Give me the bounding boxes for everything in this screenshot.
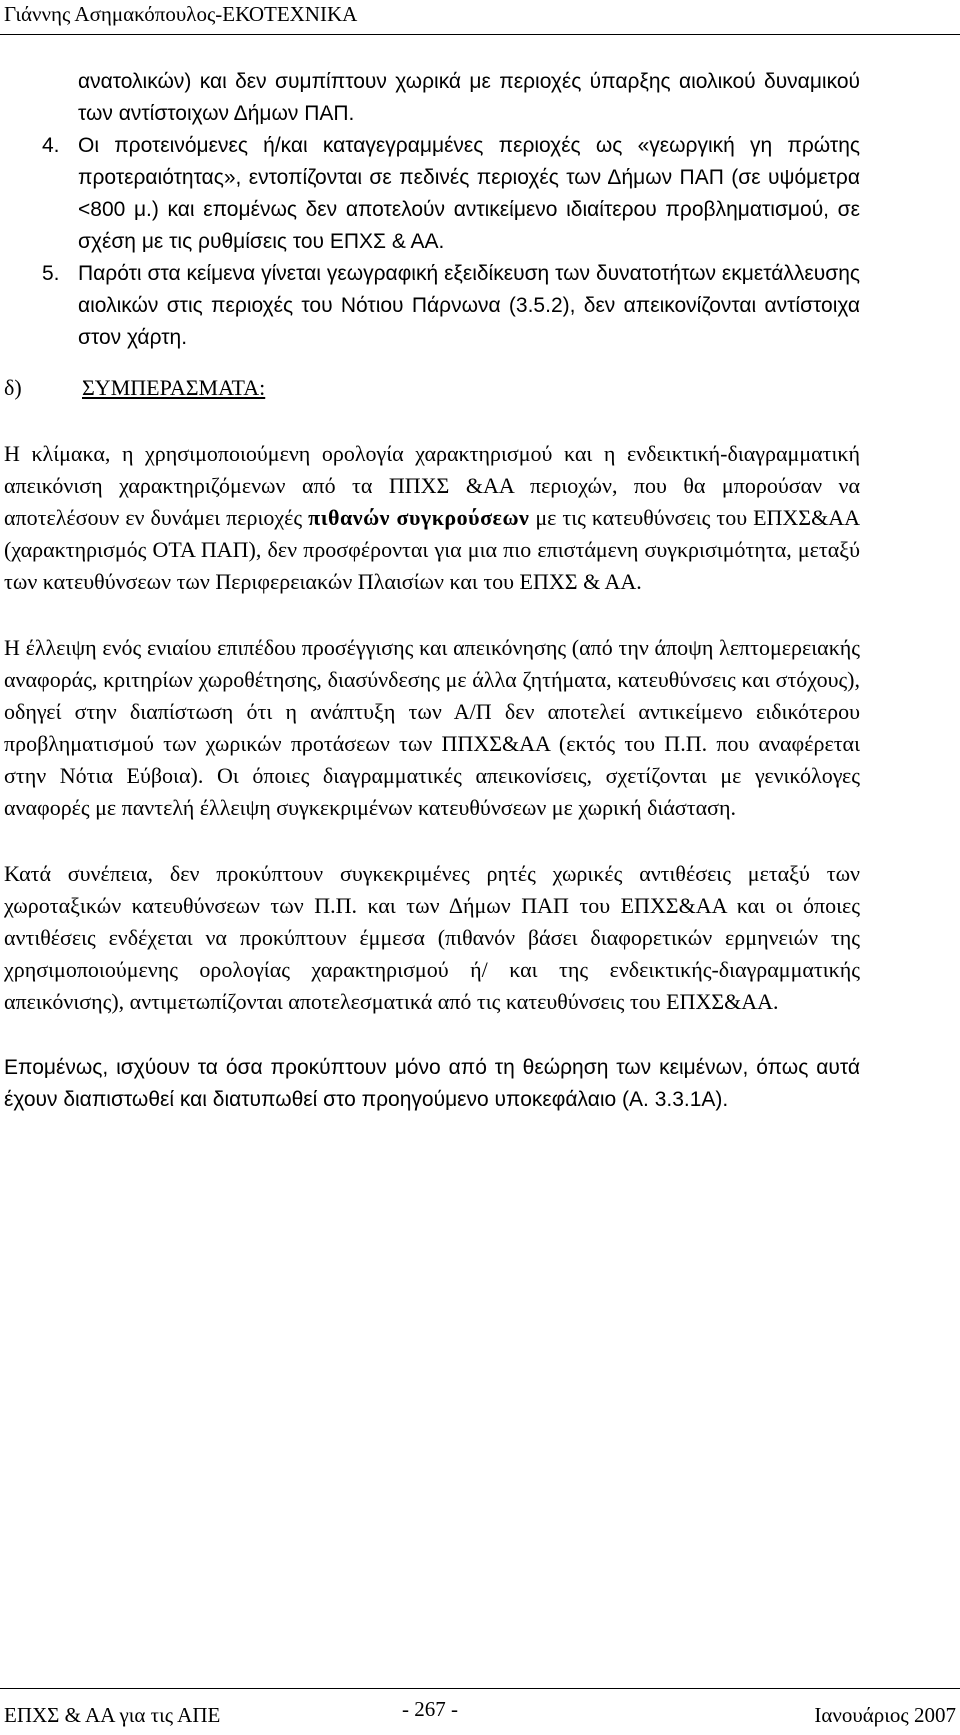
list-item-number: 4. <box>42 134 60 157</box>
section-title: ΣΥΜΠΕΡΑΣΜΑΤΑ: <box>82 375 266 400</box>
list-item-number: 5. <box>42 262 60 285</box>
list-item-text: Οι προτεινόμενες ή/και καταγεγραμμένες περιοχές ως «γεωργική γη πρώτης προτεραιότητας», εντοπίζονται σε πεδινές περιοχές των Δήμων ΠΑΠ (σε υψόμετρα <800 μ.) και επομένως δεν αποτελούν αντικείμενο ιδιαίτερου προβληματισμού, σε σχέση με τις ρυθμίσεις του ΕΠΧΣ & ΑΑ. <box>78 134 860 253</box>
list-item <box>42 258 860 354</box>
page-number: - 267 - <box>402 1697 458 1721</box>
paragraph-scale-terminology <box>4 438 860 598</box>
emphasis-text: πιθανών συγκρούσεων <box>308 505 530 530</box>
paragraph-text: Η κλίμακα, η χρησιμοποιούμενη ορολογία χαρακτηρισμού και η ενδεικτική-διαγραμματική απεικόνιση χαρακτηριζόμενων από τα ΠΠΧΣ &ΑΑ περιοχών, που θα μπορούσαν να αποτελέσουν εν δυνάμει περιοχές <box>4 441 860 530</box>
continuation-paragraph: ανατολικών) και δεν συμπίπτουν χωρικά με περιοχές ύπαρξης αιολικού δυναμικού των αντίστοιχων Δήμων ΠΑΠ. <box>78 70 860 125</box>
paragraph-consequently: Κατά συνέπεια, δεν προκύπτουν συγκεκριμένες ρητές χωρικές αντιθέσεις μεταξύ των χωροταξικών κατευθύνσεων των Π.Π. και των Δήμων ΠΑΠ του ΕΠΧΣ&ΑΑ και οι όποιες αντιθέσεις ενδέχεται να προκύπτουν έμμεσα (πιθανόν βάσει διαφορετικών ερμηνειών της χρησιμοποιούμενης ορολογίας χαρακτηρισμού ή/ και της ενδεικτικής-διαγραμματικής απεικόνισης), αντιμετωπίζονται αποτελεσματικά από τις κατευθύνσεις του ΕΠΧΣ&ΑΑ. <box>4 861 860 1014</box>
paragraph-text: με τις κατευθύνσεις του ΕΠΧΣ&ΑΑ (χαρακτηρισμός ΟΤΑ ΠΑΠ), δεν προσφέρονται για μια πιο επιστάμενη συγκρισιμότητα, μεταξύ των κατευθύνσεων των Περιφερειακών Πλαισίων και του ΕΠΧΣ & ΑΑ. <box>4 505 860 594</box>
paragraph-therefore: Επομένως, ισχύουν τα όσα προκύπτουν μόνο από τη θεώρηση των κειμένων, όπως αυτά έχουν διαπιστωθεί και διατυπωθεί στο προηγούμενο υποκεφάλαιο (Α. 3.3.1Α). <box>4 1056 860 1111</box>
paragraph-lack-of-approach: Η έλλειψη ενός ενιαίου επιπέδου προσέγγισης και απεικόνησης (από την άποψη λεπτομερειακής αναφοράς, κριτηρίων χωροθέτησης, διασύνδεσης με άλλα ζητήματα, κατευθύνσεις και στόχους), οδηγεί στην διαπίστωση ότι η ανάπτυξη των Α/Π δεν αποτελεί αντικείμενο ειδικότερου προβληματισμού των χωρικών προτάσεων των ΠΠΧΣ&ΑΑ (εκτός του Π.Π. που αναφέρεται στην Νότια Εύβοια). Οι όποιες διαγραμματικές απεικονίσεις, σχετίζονται με γενικόλογες αναφορές με παντελή έλλειψη συγκεκριμένων κατευθύνσεων με χωρική διάσταση. <box>4 635 860 820</box>
header-title: Γιάννης Ασημακόπουλος-ΕΚΟΤΕΧΝΙΚΑ <box>4 2 358 26</box>
section-heading <box>4 372 960 404</box>
page-content <box>0 66 960 1116</box>
section-letter: δ) <box>4 375 22 400</box>
page-header <box>0 0 960 35</box>
list-item <box>42 130 860 258</box>
footer-doc-title: ΕΠΧΣ & ΑΑ για τις ΑΠΕ <box>4 1703 221 1727</box>
page-footer <box>0 1688 960 1735</box>
footer-date: Ιανουάριος 2007 <box>814 1703 956 1727</box>
list-item-text: Παρότι στα κείμενα γίνεται γεωγραφική εξειδίκευση των δυνατοτήτων εκμετάλλευσης αιολικών στις περιοχές του Νότιου Πάρνωνα (3.5.2), δεν απεικονίζονται αντίστοιχα στον χάρτη. <box>78 262 860 349</box>
